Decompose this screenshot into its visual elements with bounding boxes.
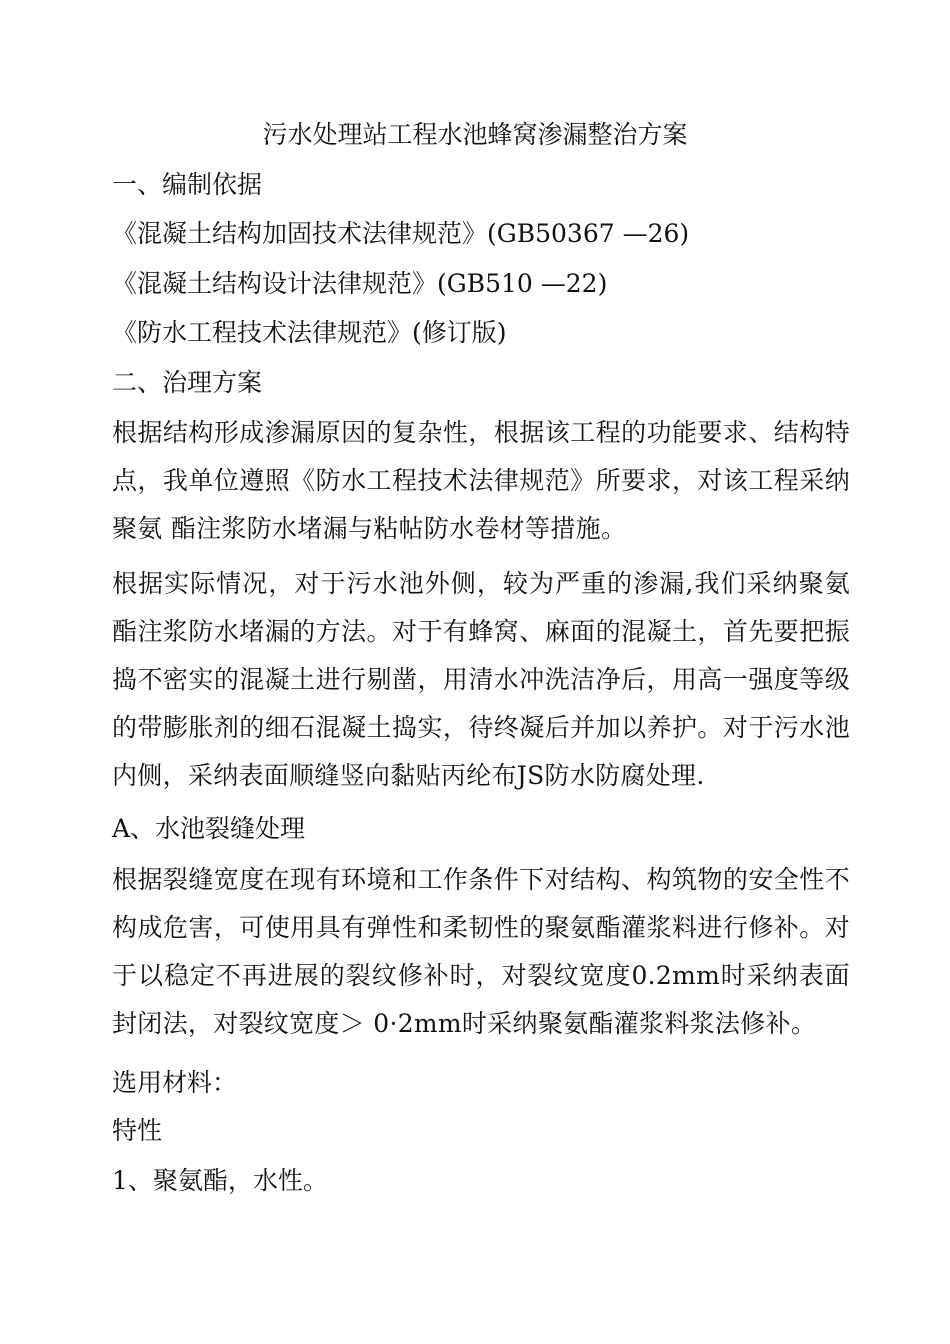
reference-item-1: 《混凝土结构加固技术法律规范》(GB50367 —26) xyxy=(112,219,690,248)
reference-item-2: 《混凝土结构设计法律规范》(GB510 —22) xyxy=(112,269,608,298)
paragraph-scheme-intro: 根据结构形成渗漏原因的复杂性，根据该工程的功能要求、结构特点，我单位遵照《防水工程技术法律规范》所要求，对该工程采纳聚氨 酯注浆防水堵漏与粘帖防水卷材等措施。 xyxy=(112,418,850,543)
document-title: 污水处理站工程水池蜂窝渗漏整治方案 xyxy=(262,120,688,149)
list-item-1: 1、聚氨酯，水性。 xyxy=(112,1166,328,1195)
subsection-heading-cracks: A、水池裂缝处理 xyxy=(112,814,306,843)
reference-item-3: 《防水工程技术法律规范》(修订版) xyxy=(112,318,507,347)
paragraph-crack-treatment: 根据裂缝宽度在现有环境和工作条件下对结构、构筑物的安全性不构成危害，可使用具有弹性和柔韧性的聚氨酯灌浆料进行修补。对于以稳定不再进展的裂纹修补时，对裂纹宽度0.2mm时采纳表面 封闭法，对裂纹宽度＞ 0·2mm时采纳聚氨酯灌浆料浆法修补。 xyxy=(112,865,850,1038)
materials-label: 选用材料： xyxy=(112,1068,238,1097)
property-label: 特性 xyxy=(112,1116,163,1145)
paragraph-scheme-details: 根据实际情况，对于污水池外侧，较为严重的渗漏,我们采纳聚氨 酯注浆防水堵漏的方法。对于有蜂窝、麻面的混凝土，首先要把振 捣不密实的混凝土进行剔凿，用清水冲洗洁净后，用高一强度等级 的带膨胀剂的细石混凝土捣实，待终凝后并加以养护。对于污水池 内侧，采纳表面顺缝竖向黏贴丙纶布JS防水防腐处理. xyxy=(112,569,850,790)
section-heading-scheme: 二、治理方案 xyxy=(112,368,263,397)
section-heading-basis: 一、编制依据 xyxy=(112,170,263,199)
